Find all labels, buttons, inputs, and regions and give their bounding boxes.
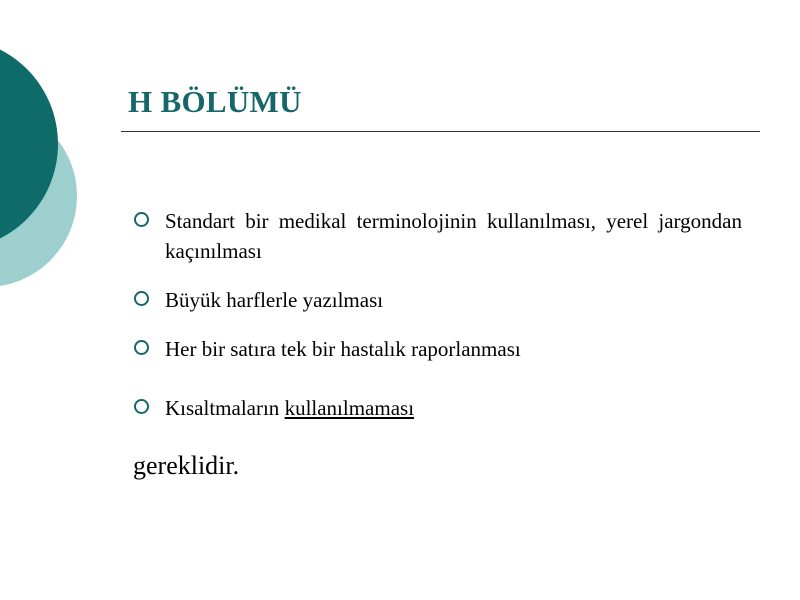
decorative-circles	[0, 0, 90, 320]
bullet-item	[132, 206, 742, 266]
bullet-text: Büyük harflerle yazılması	[165, 288, 384, 312]
bullet-circle-icon	[134, 340, 149, 355]
bullet-text: Her bir satıra tek bir hastalık raporlanması	[165, 337, 521, 361]
closing-text: gereklidir.	[133, 451, 240, 480]
bullet-circle-icon	[134, 291, 149, 306]
bullet-text-plain: Kısaltmaların	[165, 396, 280, 420]
title-divider	[121, 131, 760, 132]
bullet-list	[132, 206, 742, 423]
bullet-item	[132, 393, 742, 423]
bullet-circle-icon	[134, 212, 149, 227]
bullet-item	[132, 334, 742, 364]
slide-title: H BÖLÜMÜ	[128, 84, 302, 119]
bullet-item	[132, 285, 742, 315]
bullet-text-underlined: kullanılmaması	[284, 396, 415, 420]
bullet-text: Standart bir medikal terminolojinin kullanılması, yerel jargondan kaçınılması	[165, 209, 742, 263]
bullet-circle-icon	[134, 399, 149, 414]
